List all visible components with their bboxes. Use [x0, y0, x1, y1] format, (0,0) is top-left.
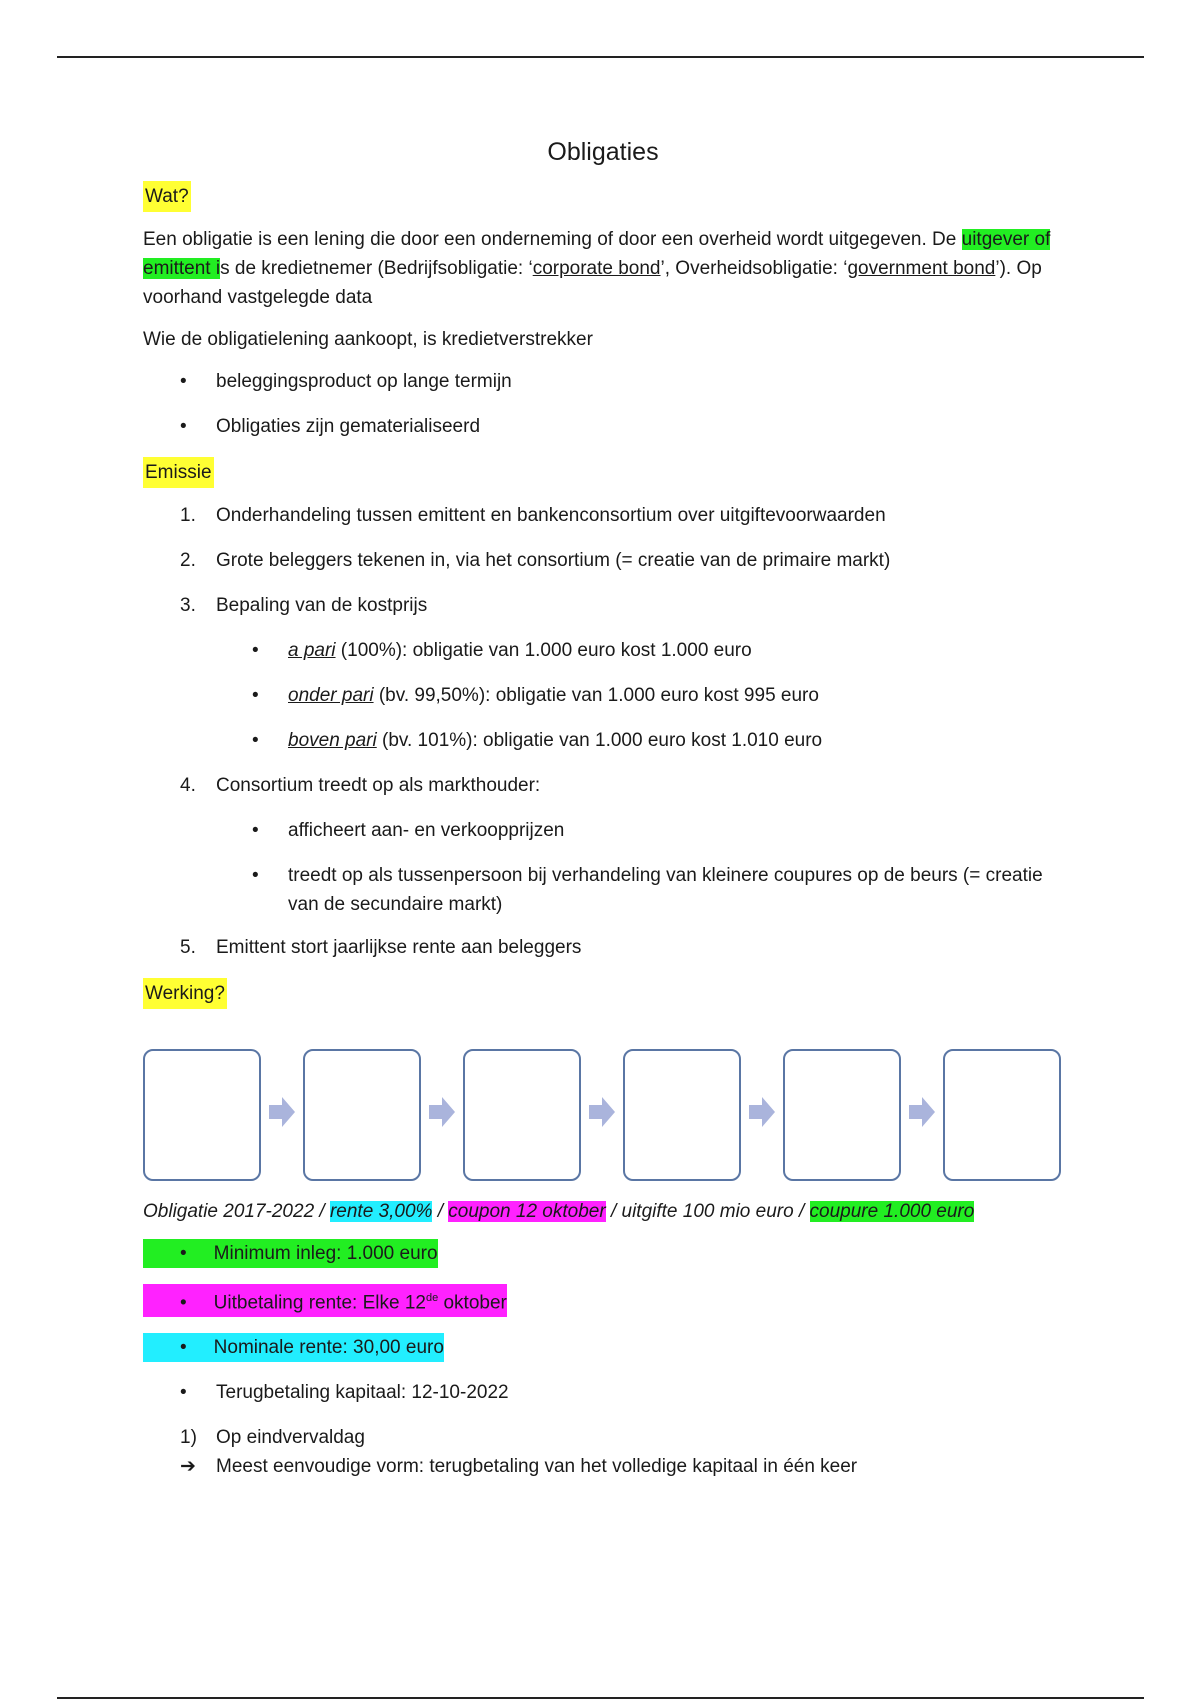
- highlight-emittent: uitgever of emittent i: [143, 229, 1051, 279]
- paragraph-definition: Een obligatie is een lening die door een onderneming of door een overheid wordt uitgegeven. De uitgever of emittent is de kredietnemer (Bedrijfsobligatie: ‘corporate bond’, Overheidsobligatie: ‘government bond’). Op voorhand vastgelegde data: [143, 229, 1051, 308]
- numbered-item: 5. Emittent stort jaarlijkse rente aan beleggers: [180, 937, 582, 958]
- process-flow-diagram: [143, 1049, 1063, 1189]
- flow-arrow-icon: [909, 1097, 935, 1127]
- highlight-coupure: coupure 1.000 euro: [809, 1201, 975, 1222]
- flow-step-box: [303, 1049, 421, 1181]
- term-government-bond: government bond: [847, 258, 996, 279]
- flow-step-box: [783, 1049, 901, 1181]
- flow-arrow-icon: [429, 1097, 455, 1127]
- document-page: [143, 138, 1063, 1497]
- list-item: • Obligaties zijn gematerialiseerd: [143, 412, 1063, 441]
- list-item: • beleggingsproduct op lange termijn: [143, 367, 1063, 396]
- sub-list-item: • treedt op als tussenpersoon bij verhandeling van kleinere coupures op de beurs (= creatie van de secundaire markt): [252, 865, 1043, 915]
- list-item: • Minimum inleg: 1.000 euro: [143, 1239, 1063, 1268]
- numbered-item: 1. Onderhandeling tussen emittent en bankenconsortium over uitgiftevoorwaarden: [180, 505, 886, 526]
- footer-rule: [57, 1697, 1144, 1699]
- flow-step-box: [943, 1049, 1061, 1181]
- numbered-item: 2. Grote beleggers tekenen in, via het consortium (= creatie van de primaire markt): [180, 550, 891, 571]
- flow-step-box: [463, 1049, 581, 1181]
- flow-arrow-icon: [749, 1097, 775, 1127]
- numbered-item: 4. Consortium treedt op als markthouder:: [180, 775, 541, 796]
- numbered-item: 1) Op eindvervaldag: [180, 1427, 365, 1449]
- sub-list-item: • a pari (100%): obligatie van 1.000 euro kost 1.000 euro: [252, 640, 752, 661]
- term-corporate-bond: corporate bond: [532, 258, 661, 279]
- heading-werking: Werking?: [143, 978, 227, 1009]
- highlight-rente: rente 3,00%: [329, 1201, 433, 1222]
- flow-step-box: [143, 1049, 261, 1181]
- page-title: Obligaties: [547, 138, 659, 166]
- arrow-item: ➔ Meest eenvoudige vorm: terugbetaling van het volledige kapitaal in één keer: [143, 1452, 1063, 1481]
- highlight-coupon: coupon 12 oktober: [448, 1201, 606, 1222]
- sub-list-item: • onder pari (bv. 99,50%): obligatie van 1.000 euro kost 995 euro: [252, 685, 819, 706]
- header-rule: [57, 56, 1144, 58]
- bullet-marker: •: [180, 371, 187, 392]
- flow-step-box: [623, 1049, 741, 1181]
- arrow-right-icon: ➔: [180, 1456, 196, 1478]
- numbered-item: 3. Bepaling van de kostprijs: [180, 595, 428, 616]
- sub-list-item: • boven pari (bv. 101%): obligatie van 1.000 euro kost 1.010 euro: [252, 730, 823, 751]
- bond-example-line: Obligatie 2017-2022 / rente 3,00% / coupon 12 oktober / uitgifte 100 mio euro / coupure 1.000 euro: [143, 1201, 975, 1222]
- flow-arrow-icon: [269, 1097, 295, 1127]
- heading-emissie: Emissie: [143, 457, 214, 488]
- paragraph-kredietverstrekker: Wie de obligatielening aankoopt, is kredietverstrekker: [143, 329, 593, 350]
- heading-wat: Wat?: [143, 181, 191, 212]
- flow-arrow-icon: [589, 1097, 615, 1127]
- sub-list-item: • afficheert aan- en verkoopprijzen: [252, 820, 565, 841]
- list-item: • Nominale rente: 30,00 euro: [143, 1333, 1063, 1362]
- bullet-marker: •: [180, 416, 187, 437]
- list-item: • Terugbetaling kapitaal: 12-10-2022: [180, 1382, 509, 1404]
- list-item: • Uitbetaling rente: Elke 12de oktober: [143, 1284, 1063, 1317]
